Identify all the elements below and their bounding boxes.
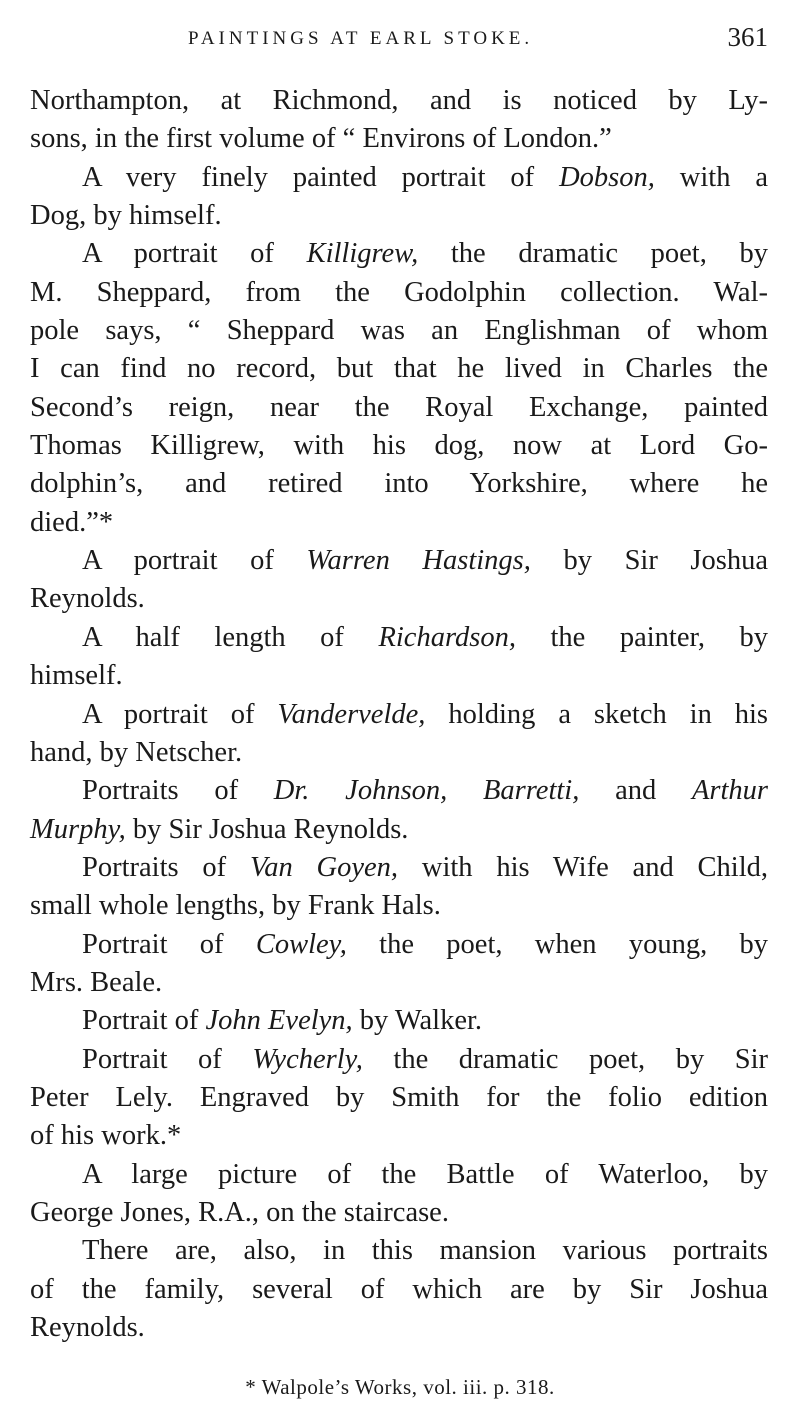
text-segment: A portrait of bbox=[82, 238, 307, 270]
text-segment: Portrait of bbox=[82, 1043, 253, 1075]
text-segment: of his work.* bbox=[30, 1120, 182, 1152]
text-line bbox=[30, 197, 768, 235]
text-segment: Northampton, at Richmond, and is noticed by Ly- bbox=[30, 85, 768, 116]
running-head bbox=[30, 22, 768, 58]
italic-name: Killigrew, bbox=[306, 238, 419, 270]
text-segment: M. Sheppard, from the Godolphin collection. Wal- bbox=[30, 276, 768, 308]
text-line bbox=[30, 734, 768, 772]
text-segment: the painter, by bbox=[515, 621, 769, 653]
footnote: * Walpole’s Works, vol. iii. p. 318. bbox=[245, 1375, 555, 1399]
italic-name: Dr. Johnson, Barretti, bbox=[273, 775, 580, 807]
italic-name: Wycherly, bbox=[252, 1043, 363, 1075]
text-line bbox=[30, 1002, 768, 1040]
page-number: 361 bbox=[727, 22, 768, 52]
text-line bbox=[30, 964, 768, 1002]
italic-name: Murphy, bbox=[30, 813, 126, 845]
text-segment: by Sir Joshua bbox=[530, 545, 769, 577]
text-segment: Thomas Killigrew, with his dog, now at Lord Go- bbox=[30, 430, 768, 462]
text-line bbox=[30, 427, 768, 465]
text-line bbox=[30, 696, 768, 734]
text-segment: Reynolds. bbox=[30, 1312, 145, 1343]
text-line bbox=[30, 1194, 768, 1232]
text-line bbox=[30, 1079, 768, 1117]
text-line bbox=[30, 619, 768, 657]
italic-name: Vandervelde, bbox=[277, 698, 426, 730]
text-segment: pole says, “ Sheppard was an Englishman of whom bbox=[30, 315, 768, 347]
text-line bbox=[30, 887, 768, 925]
text-line bbox=[30, 274, 768, 312]
text-line bbox=[30, 389, 768, 427]
text-line bbox=[30, 811, 768, 849]
text-line bbox=[30, 504, 768, 542]
text-line bbox=[30, 580, 768, 618]
text-line bbox=[30, 120, 768, 158]
text-line bbox=[30, 1232, 768, 1270]
text-segment: A half length of bbox=[82, 621, 379, 653]
text-segment: with a bbox=[654, 161, 768, 193]
text-segment: holding a sketch in his bbox=[425, 698, 768, 730]
running-title: PAINTINGS AT EARL STOKE. bbox=[188, 28, 534, 49]
text-segment: Second’s reign, near the Royal Exchange, painted bbox=[30, 391, 768, 423]
text-line bbox=[30, 1156, 768, 1194]
text-line bbox=[30, 1041, 768, 1079]
text-line bbox=[30, 542, 768, 580]
italic-name: Warren Hastings, bbox=[306, 545, 531, 577]
text-line bbox=[30, 1309, 768, 1347]
italic-name: Dobson, bbox=[559, 161, 655, 193]
text-segment: Portraits of bbox=[82, 775, 274, 807]
text-segment: sons, in the first volume of “ Environs of London.” bbox=[30, 123, 612, 155]
text-line bbox=[30, 350, 768, 388]
text-segment: and bbox=[579, 775, 692, 807]
text-line bbox=[30, 312, 768, 350]
italic-name: Cowley, bbox=[255, 928, 347, 960]
text-segment: with his Wife and Child, bbox=[398, 851, 768, 883]
text-segment: A portrait of bbox=[82, 698, 278, 730]
text-segment: There are, also, in this mansion various portraits bbox=[82, 1235, 768, 1267]
text-segment: the dramatic poet, by Sir bbox=[362, 1043, 769, 1075]
text-segment: died.”* bbox=[30, 506, 114, 538]
text-segment: by Sir Joshua Reynolds. bbox=[125, 813, 409, 845]
text-segment: Portrait of bbox=[82, 928, 256, 960]
text-segment: of the family, several of which are by Sir Joshua bbox=[30, 1273, 768, 1305]
text-segment: the dramatic poet, by bbox=[418, 238, 768, 270]
text-line bbox=[30, 159, 768, 197]
body-text bbox=[30, 82, 768, 1347]
text-segment: by Walker. bbox=[352, 1005, 483, 1037]
text-segment: dolphin’s, and retired into Yorkshire, where he bbox=[30, 468, 768, 500]
text-line bbox=[30, 465, 768, 503]
text-segment: Reynolds. bbox=[30, 583, 145, 615]
text-line bbox=[30, 1117, 768, 1155]
text-line bbox=[30, 1271, 768, 1309]
text-segment: A large picture of the Battle of Waterloo, by bbox=[82, 1158, 768, 1190]
text-segment: Peter Lely. Engraved by Smith for the folio edition bbox=[30, 1081, 768, 1113]
text-segment: A very finely painted portrait of bbox=[82, 161, 560, 193]
text-segment: Mrs. Beale. bbox=[30, 966, 163, 998]
text-line bbox=[30, 657, 768, 695]
text-segment: George Jones, R.A., on the staircase. bbox=[30, 1196, 449, 1228]
text-segment: hand, by Netscher. bbox=[30, 736, 243, 768]
italic-name: Arthur bbox=[691, 775, 768, 807]
text-segment: Dog, by himself. bbox=[30, 200, 222, 232]
text-line bbox=[30, 82, 768, 120]
text-segment: himself. bbox=[30, 660, 123, 692]
italic-name: Richardson, bbox=[378, 621, 516, 653]
text-segment: the poet, when young, by bbox=[346, 928, 768, 960]
italic-name: Van Goyen, bbox=[249, 851, 399, 883]
text-line bbox=[30, 235, 768, 273]
italic-name: John Evelyn, bbox=[205, 1005, 353, 1037]
text-line bbox=[30, 849, 768, 887]
text-segment: I can find no record, but that he lived in Charles the bbox=[30, 353, 768, 385]
text-segment: small whole lengths, by Frank Hals. bbox=[30, 890, 441, 922]
text-line bbox=[30, 926, 768, 964]
text-segment: Portrait of bbox=[82, 1005, 206, 1037]
text-line bbox=[30, 772, 768, 810]
text-segment: A portrait of bbox=[82, 545, 307, 577]
text-segment: Portraits of bbox=[82, 851, 250, 883]
